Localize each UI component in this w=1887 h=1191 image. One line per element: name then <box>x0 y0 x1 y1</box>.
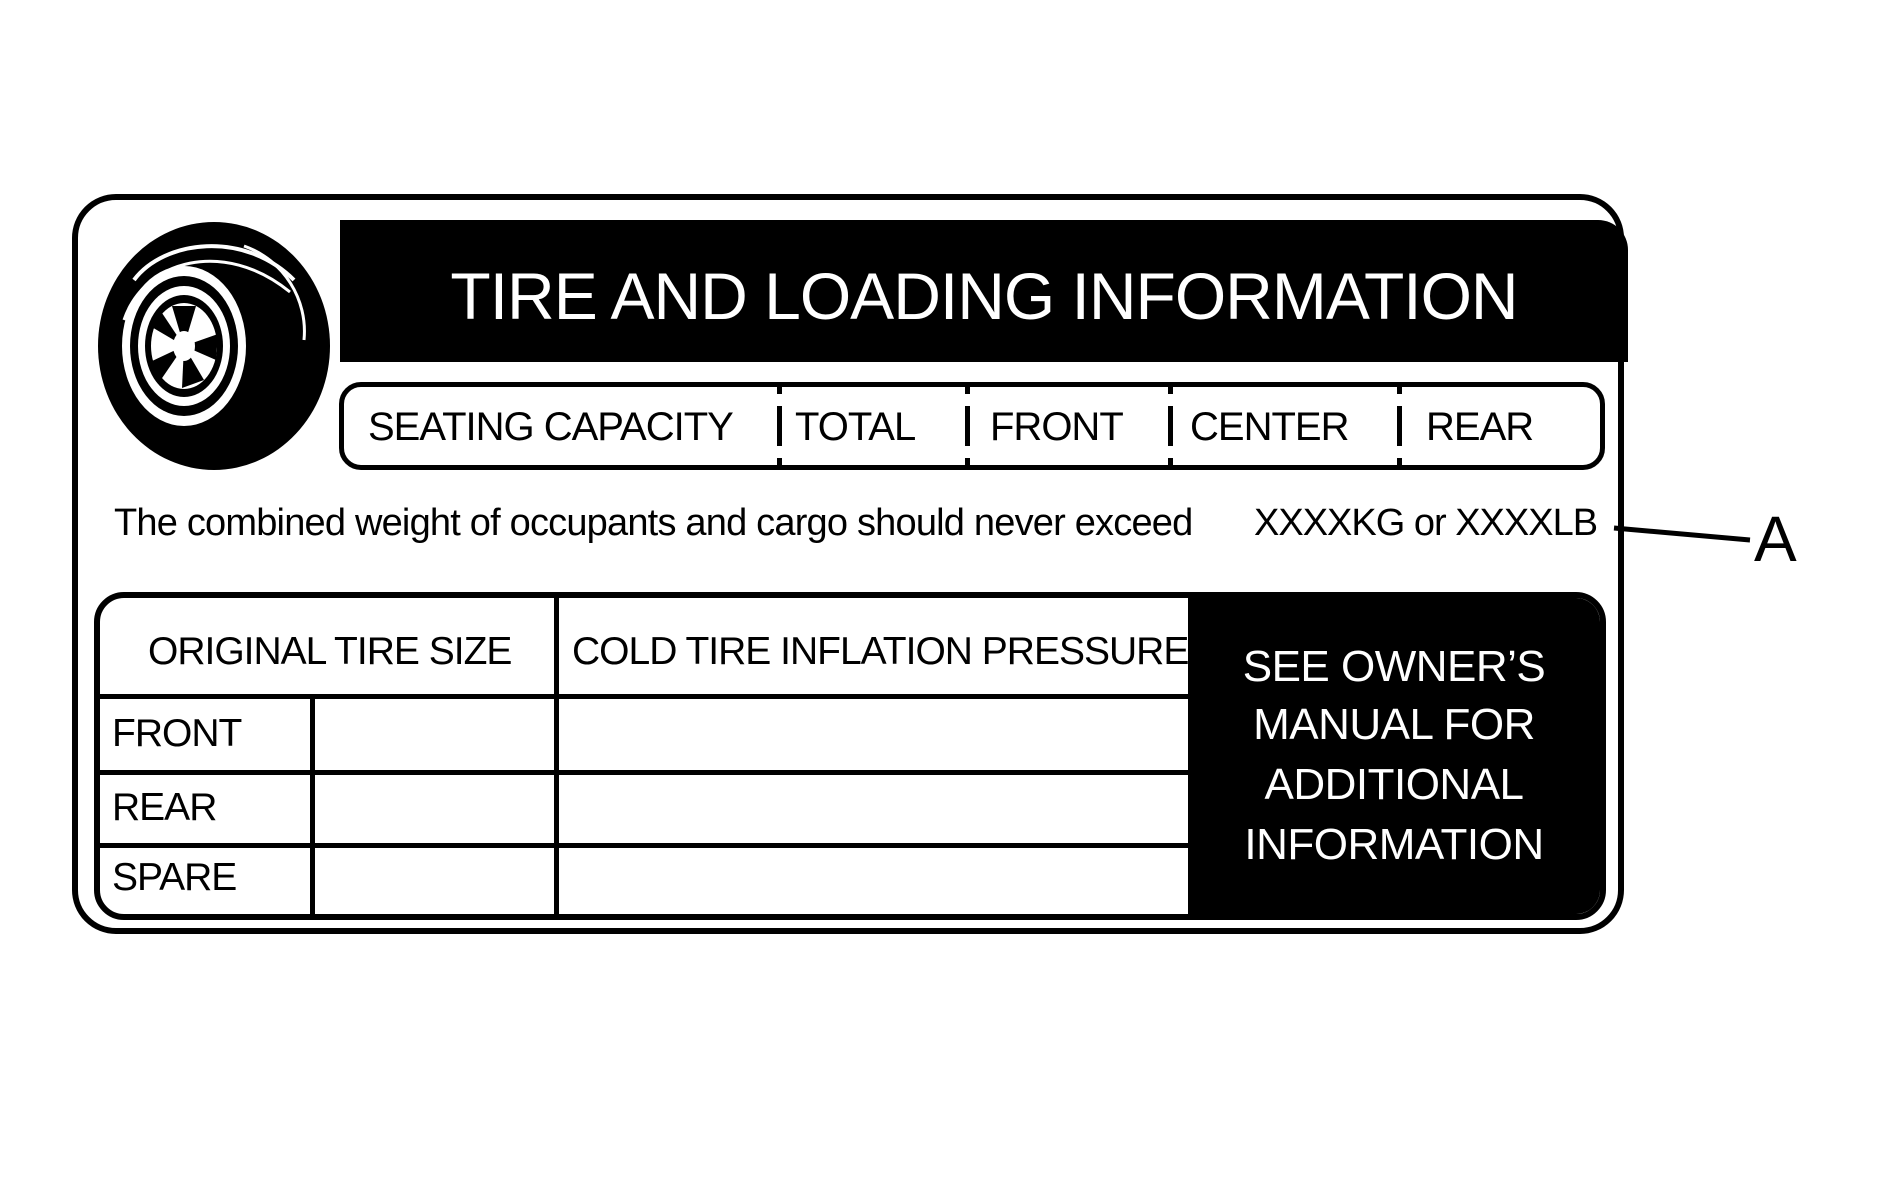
row-label-spare: SPARE <box>112 856 237 899</box>
callout-letter: A <box>1754 503 1797 575</box>
row-label-rear: REAR <box>112 786 217 829</box>
header-cold-tire-pressure: COLD TIRE INFLATION PRESSURE <box>572 630 1189 673</box>
row-divider <box>100 694 1190 699</box>
notice-line: INFORMATION <box>1244 820 1544 869</box>
weight-statement: The combined weight of occupants and cargo should never exceed <box>114 502 1193 544</box>
label-title: TIRE AND LOADING INFORMATION <box>450 259 1518 333</box>
tire-pressure-table <box>94 592 1606 920</box>
row-divider <box>100 843 1190 848</box>
row-divider <box>100 770 1190 775</box>
notice-line: MANUAL FOR <box>1253 700 1535 749</box>
owners-manual-notice <box>1188 598 1600 914</box>
row-label-front: FRONT <box>112 712 242 755</box>
header-original-tire-size: ORIGINAL TIRE SIZE <box>148 630 512 673</box>
seating-rear: REAR <box>1426 405 1534 449</box>
column-divider <box>554 598 559 920</box>
notice-line: ADDITIONAL <box>1264 760 1524 809</box>
column-divider <box>310 698 315 920</box>
notice-line: SEE OWNER’S <box>1242 642 1546 691</box>
seating-front: FRONT <box>990 405 1123 449</box>
seating-total: TOTAL <box>795 405 916 449</box>
seating-center: CENTER <box>1190 405 1349 449</box>
weight-value: XXXXKG or XXXXLB <box>1254 502 1598 544</box>
seating-capacity-label: SEATING CAPACITY <box>368 405 733 449</box>
